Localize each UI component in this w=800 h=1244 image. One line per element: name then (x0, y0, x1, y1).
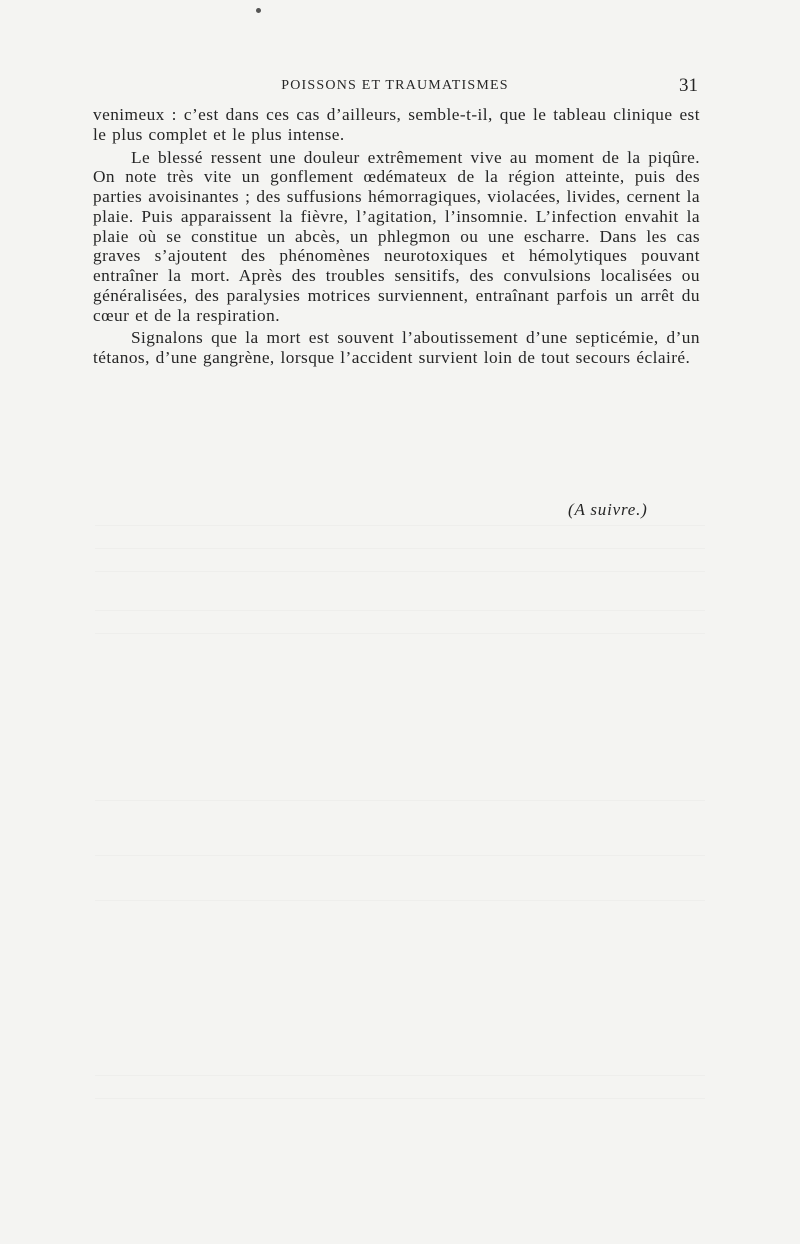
show-through-line (95, 900, 705, 901)
show-through-line (95, 800, 705, 801)
paragraph-1: venimeux : c’est dans ces cas d’ailleurs, semble-t-il, que le tableau clinique est le plus complet et le plus intense. (93, 105, 700, 144)
show-through-line (95, 548, 705, 549)
running-title: POISSONS ET TRAUMATISMES (281, 78, 509, 93)
paragraph-2: Le blessé ressent une douleur extrêmement vive au moment de la piqûre. On note très vite un gonflement œdémateux de la région atteinte, puis des parties avoisinantes ; des suffusions hémorragiques, violacées, livides, cernent la plaie. Puis apparaissent la fièvre, l’agitation, l’insomnie. L’infection envahit la plaie où se constitue un abcès, un phlegmon ou une escharre. Dans les cas graves s’ajoutent des phénomènes neurotoxiques et hémolytiques pouvant entraîner la mort. Après des troubles sensitifs, des convulsions localisées ou généralisées, des paralysies motrices surviennent, entraînant parfois un arrêt du cœur et de la respiration. (93, 147, 700, 325)
show-through-line (95, 610, 705, 611)
paragraph-3: Signalons que la mort est souvent l’aboutissement d’une septicémie, d’un tétanos, d’une gangrène, lorsque l’accident survient loin de tout secours éclairé. (93, 328, 700, 367)
show-through-line (95, 1098, 705, 1099)
show-through-line (95, 1075, 705, 1076)
show-through-line (95, 633, 705, 634)
show-through-line (95, 855, 705, 856)
show-through-line (95, 571, 705, 572)
ink-speck (256, 8, 261, 13)
body-text (93, 105, 700, 368)
continuation-note: (A suivre.) (568, 500, 648, 519)
show-through-line (95, 525, 705, 526)
page-number: 31 (679, 75, 698, 96)
running-header (92, 76, 698, 98)
